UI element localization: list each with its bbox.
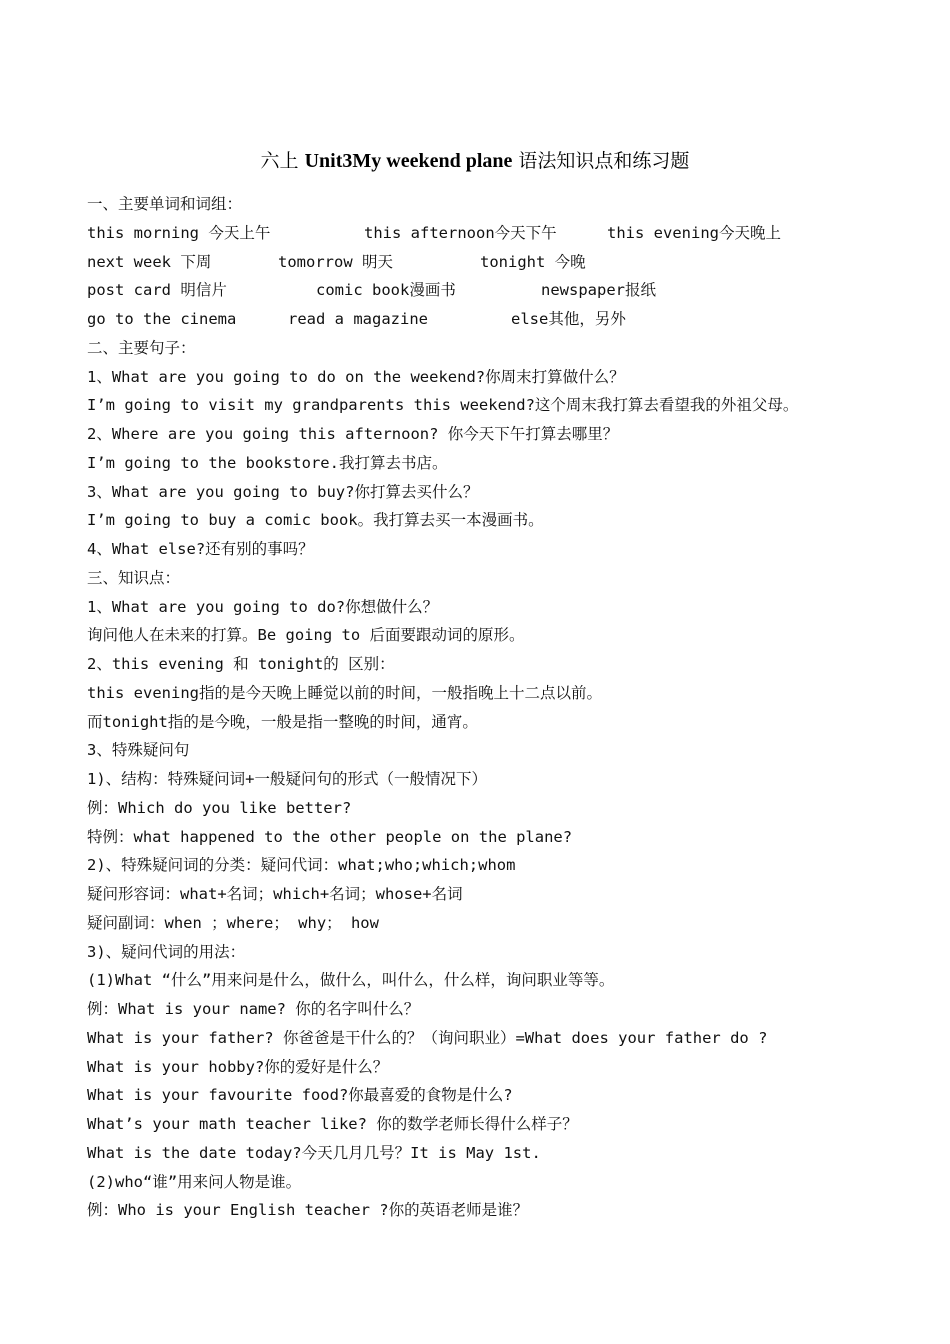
line-text: (2)who“谁”用来问人物是谁。 xyxy=(87,1172,302,1191)
line-text: 3、What are you going to buy?你打算去买什么？ xyxy=(87,482,479,501)
line-text: 1、What are you going to do?你想做什么？ xyxy=(87,597,439,616)
line-text: I’m going to visit my grandparents this weekend?这个周末我打算去看望我的外祖父母。 xyxy=(87,396,799,415)
text-line xyxy=(87,794,927,823)
line-text: 1)、结构：特殊疑问词+一般疑问句的形式（一般情况下） xyxy=(87,770,487,788)
title-suffix: 语法知识点和练习题 xyxy=(512,150,690,172)
line-text: 例：Who is your English teacher ?你的英语老师是谁？ xyxy=(87,1201,529,1220)
text-line xyxy=(87,248,927,277)
vocab-entry: go to the cinema xyxy=(87,310,237,328)
vocab-entry: this afternoon今天下午 xyxy=(364,223,557,242)
line-text: I’m going to the bookstore.我打算去书店。 xyxy=(87,453,448,472)
text-line xyxy=(87,1168,927,1197)
vocab-entry: tomorrow 明天 xyxy=(278,252,393,271)
text-line xyxy=(87,708,927,737)
vocab-entry: this evening今天晚上 xyxy=(607,223,781,242)
line-text: 疑问副词：when ；where； why； how xyxy=(87,913,379,932)
document-title xyxy=(0,146,950,176)
text-line xyxy=(87,736,927,765)
text-line xyxy=(87,478,927,507)
text-line xyxy=(87,966,927,995)
text-line xyxy=(87,363,927,392)
line-text: 而tonight指的是今晚，一般是指一整晚的时间，通宵。 xyxy=(87,712,478,731)
text-line xyxy=(87,593,927,622)
line-text: I’m going to buy a comic book。我打算去买一本漫画书。 xyxy=(87,511,544,530)
text-line xyxy=(87,276,927,305)
text-line xyxy=(87,219,927,248)
line-text: 特例：what happened to the other people on the plane? xyxy=(87,827,573,846)
text-line xyxy=(87,506,927,535)
text-line xyxy=(87,909,927,938)
text-line xyxy=(87,449,927,478)
line-text: What’s your math teacher like? 你的数学老师长得什么样子？ xyxy=(87,1115,578,1133)
text-line xyxy=(87,190,927,219)
vocab-entry: this morning 今天上午 xyxy=(87,223,271,242)
text-line xyxy=(87,823,927,852)
text-line xyxy=(87,679,927,708)
text-line xyxy=(87,334,927,363)
text-line xyxy=(87,765,927,794)
vocab-entry: newspaper报纸 xyxy=(541,281,656,300)
line-text: 3、特殊疑问句 xyxy=(87,741,190,760)
line-text: 2、Where are you going this afternoon? 你今天下午打算去哪里？ xyxy=(87,425,619,443)
line-text: What is your favourite food?你最喜爱的食物是什么? xyxy=(87,1086,513,1105)
text-line xyxy=(87,1196,927,1225)
line-text: 4、What else?还有别的事吗？ xyxy=(87,540,314,558)
vocab-entry: else其他，另外 xyxy=(511,310,626,328)
title-prefix: 六上 xyxy=(260,150,305,172)
line-text: 疑问形容词：what+名词；which+名词；whose+名词 xyxy=(87,885,463,903)
vocab-entry: read a magazine xyxy=(288,310,428,328)
line-text: What is your father? 你爸爸是干什么的？（询问职业）=What does your father do ? xyxy=(87,1028,768,1047)
text-line xyxy=(87,851,927,880)
text-line xyxy=(87,305,927,334)
line-text: 2、this evening 和 tonight的 区别： xyxy=(87,655,395,673)
vocab-entry: tonight 今晚 xyxy=(480,252,586,271)
text-line xyxy=(87,650,927,679)
line-text: this evening指的是今天晚上睡觉以前的时间，一般指晚上十二点以前。 xyxy=(87,683,602,702)
line-text: 例：Which do you like better? xyxy=(87,798,352,817)
line-text: 一、主要单词和词组： xyxy=(87,195,243,213)
line-text: 询问他人在未来的打算。Be going to 后面要跟动词的原形。 xyxy=(87,626,525,645)
text-line xyxy=(87,1024,927,1053)
line-text: What is your hobby?你的爱好是什么？ xyxy=(87,1057,389,1076)
title-unit: Unit3My weekend plane xyxy=(304,150,513,172)
text-line xyxy=(87,621,927,650)
text-line xyxy=(87,1081,927,1110)
text-line xyxy=(87,995,927,1024)
text-line xyxy=(87,1053,927,1082)
text-line xyxy=(87,938,927,967)
line-text: (1)What “什么”用来问是什么，做什么，叫什么，什么样，询问职业等等。 xyxy=(87,971,615,990)
line-text: 2)、特殊疑问词的分类：疑问代词：what;who;which;whom xyxy=(87,856,516,875)
line-text: 例：What is your name? 你的名字叫什么？ xyxy=(87,1000,420,1018)
vocab-entry: post card 明信片 xyxy=(87,281,227,300)
line-text: 1、What are you going to do on the weekend?你周末打算做什么？ xyxy=(87,367,625,386)
text-line xyxy=(87,880,927,909)
vocab-entry: comic book漫画书 xyxy=(316,281,456,300)
text-line xyxy=(87,1110,927,1139)
text-line xyxy=(87,535,927,564)
text-line xyxy=(87,1139,927,1168)
line-text: 二、主要句子： xyxy=(87,338,196,357)
line-text: What is the date today?今天几月几号？It is May 1st. xyxy=(87,1143,541,1162)
line-text: 三、知识点： xyxy=(87,568,181,587)
vocab-entry: next week 下周 xyxy=(87,252,212,271)
document-body xyxy=(87,190,927,1225)
text-line xyxy=(87,564,927,593)
text-line xyxy=(87,420,927,449)
line-text: 3)、疑问代词的用法： xyxy=(87,942,246,961)
text-line xyxy=(87,391,927,420)
